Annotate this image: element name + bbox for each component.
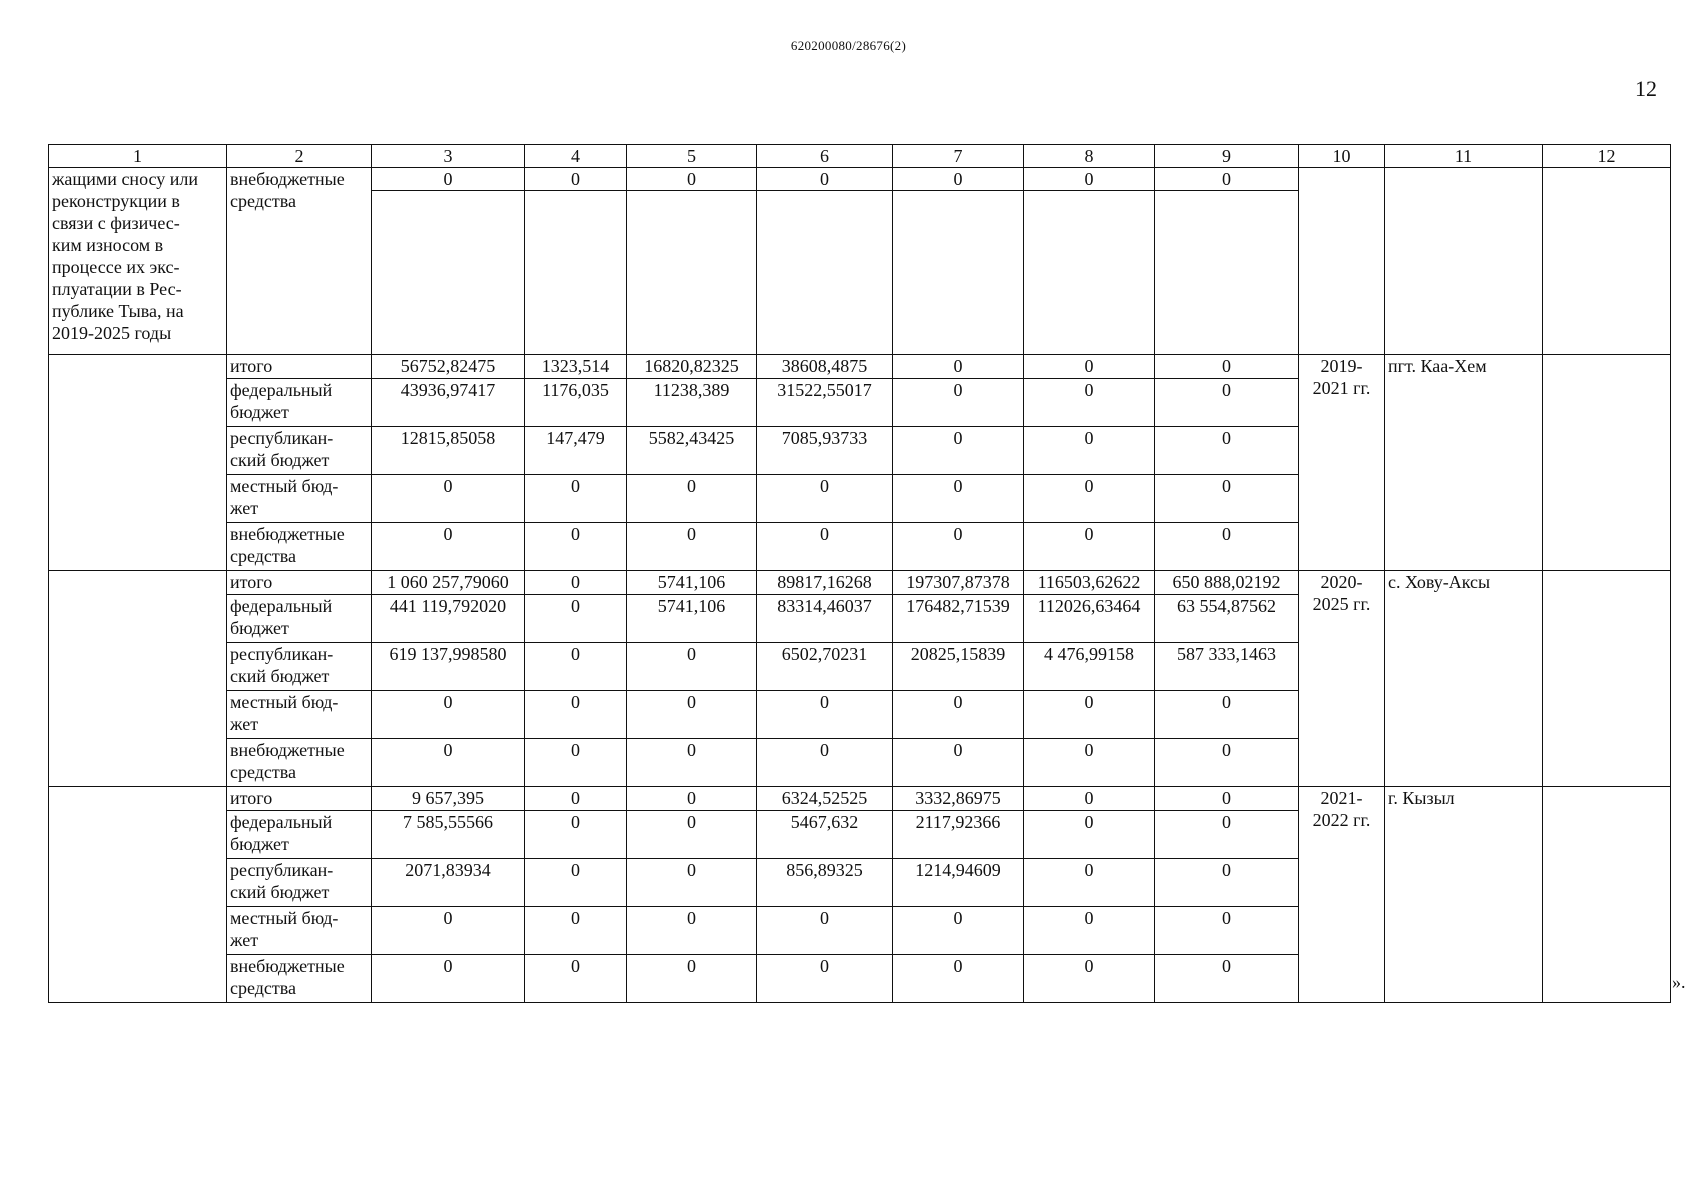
value-col-7: 20825,15839 (893, 643, 1024, 691)
value-col-8: 0 (1024, 168, 1155, 191)
value-col-7: 3332,86975 (893, 787, 1024, 811)
blank-cell (893, 191, 1024, 355)
value-col-7: 2117,92366 (893, 811, 1024, 859)
value-col-8: 0 (1024, 859, 1155, 907)
value-col-6: 6324,52525 (757, 787, 893, 811)
project-name-line: реконструкции в (52, 191, 180, 211)
value-col-5: 0 (627, 955, 757, 1003)
value-col-9: 0 (1155, 859, 1299, 907)
table-row (49, 355, 1671, 379)
column-number: 10 (1299, 145, 1385, 168)
funding-source-line: внебюджетные (230, 169, 345, 189)
value-col-6: 0 (757, 475, 893, 523)
value-col-4: 0 (525, 168, 627, 191)
value-col-9: 0 (1155, 955, 1299, 1003)
value-col-5: 0 (627, 691, 757, 739)
funding-source-line: ский бюджет (230, 450, 330, 470)
value-col-7: 0 (893, 355, 1024, 379)
value-col-8: 116503,62622 (1024, 571, 1155, 595)
value-col-4: 1176,035 (525, 379, 627, 427)
value-col-5: 16820,82325 (627, 355, 757, 379)
funding-source-line: республикан- (230, 860, 334, 880)
period-cell (1299, 355, 1385, 571)
value-col-8: 0 (1024, 427, 1155, 475)
value-col-4: 0 (525, 787, 627, 811)
project-name-line: плуатации в Рес- (52, 279, 182, 299)
project-name-line: связи с физичес- (52, 213, 180, 233)
table-row (49, 787, 1671, 811)
funding-source-label (227, 523, 372, 571)
funding-source-line: ский бюджет (230, 666, 330, 686)
value-col-7: 1214,94609 (893, 859, 1024, 907)
funding-source-label (227, 475, 372, 523)
blank-cell (1155, 191, 1299, 355)
value-col-6: 0 (757, 955, 893, 1003)
column-number: 4 (525, 145, 627, 168)
blank-cell (1543, 168, 1671, 355)
funding-source-label (227, 355, 372, 379)
table-row (49, 168, 1671, 191)
blank-cell (1024, 191, 1155, 355)
funding-source-line: бюджет (230, 618, 289, 638)
funding-source-line: федеральный (230, 596, 333, 616)
value-col-8: 112026,63464 (1024, 595, 1155, 643)
value-col-4: 0 (525, 643, 627, 691)
value-col-9: 0 (1155, 523, 1299, 571)
value-col-9: 0 (1155, 739, 1299, 787)
funding-source-line: федеральный (230, 380, 333, 400)
value-col-8: 0 (1024, 787, 1155, 811)
funding-source-label (227, 595, 372, 643)
funding-source-line: местный бюд- (230, 692, 339, 712)
value-col-5: 0 (627, 859, 757, 907)
blank-cell (627, 191, 757, 355)
column-number: 3 (372, 145, 525, 168)
value-col-4: 0 (525, 475, 627, 523)
funding-source-line: средства (230, 546, 297, 566)
value-col-3: 0 (372, 523, 525, 571)
blank-cell (1385, 168, 1543, 355)
value-col-7: 0 (893, 907, 1024, 955)
value-col-7: 0 (893, 379, 1024, 427)
value-col-9: 0 (1155, 475, 1299, 523)
funding-source-line: бюджет (230, 834, 289, 854)
value-col-9: 0 (1155, 811, 1299, 859)
project-name-line: 2019-2025 годы (52, 323, 172, 343)
value-col-7: 0 (893, 475, 1024, 523)
column-number: 1 (49, 145, 227, 168)
period-line: 2020- (1320, 572, 1363, 592)
value-col-6: 0 (757, 168, 893, 191)
value-col-9: 0 (1155, 427, 1299, 475)
value-col-8: 0 (1024, 475, 1155, 523)
value-col-6: 856,89325 (757, 859, 893, 907)
value-col-4: 0 (525, 811, 627, 859)
value-col-6: 38608,4875 (757, 355, 893, 379)
funding-source-line: средства (230, 762, 297, 782)
funding-source-line: средства (230, 978, 297, 998)
value-col-3: 2071,83934 (372, 859, 525, 907)
funding-source-label (227, 859, 372, 907)
funding-source-line: республикан- (230, 644, 334, 664)
value-col-5: 0 (627, 811, 757, 859)
funding-source-label (227, 571, 372, 595)
funding-source-label (227, 739, 372, 787)
column-number: 2 (227, 145, 372, 168)
funding-source-label (227, 955, 372, 1003)
value-col-8: 0 (1024, 811, 1155, 859)
value-col-7: 0 (893, 739, 1024, 787)
project-name-line: жащими сносу или (52, 169, 199, 189)
value-col-5: 11238,389 (627, 379, 757, 427)
funding-source-line: бюджет (230, 402, 289, 422)
value-col-9: 63 554,87562 (1155, 595, 1299, 643)
value-col-3: 0 (372, 907, 525, 955)
value-col-9: 0 (1155, 168, 1299, 191)
column-number-row (49, 145, 1671, 168)
blank-cell (1543, 355, 1671, 571)
value-col-5: 0 (627, 643, 757, 691)
value-col-3: 43936,97417 (372, 379, 525, 427)
value-col-8: 0 (1024, 907, 1155, 955)
value-col-8: 0 (1024, 523, 1155, 571)
value-col-7: 176482,71539 (893, 595, 1024, 643)
blank-project-cell (49, 787, 227, 1003)
blank-cell (1543, 571, 1671, 787)
value-col-4: 0 (525, 955, 627, 1003)
funding-source-label (227, 787, 372, 811)
value-col-6: 0 (757, 739, 893, 787)
value-col-3: 7 585,55566 (372, 811, 525, 859)
value-col-5: 5741,106 (627, 571, 757, 595)
value-col-3: 9 657,395 (372, 787, 525, 811)
value-col-7: 0 (893, 168, 1024, 191)
blank-project-cell (49, 355, 227, 571)
value-col-4: 0 (525, 907, 627, 955)
funding-source-line: ский бюджет (230, 882, 330, 902)
value-col-6: 0 (757, 691, 893, 739)
budget-table (48, 144, 1671, 1003)
column-number: 5 (627, 145, 757, 168)
value-col-6: 0 (757, 523, 893, 571)
value-col-3: 441 119,792020 (372, 595, 525, 643)
period-line: 2019- (1320, 356, 1363, 376)
value-col-9: 0 (1155, 787, 1299, 811)
value-col-3: 12815,85058 (372, 427, 525, 475)
funding-source-line: жет (230, 714, 259, 734)
column-number: 9 (1155, 145, 1299, 168)
value-col-3: 0 (372, 955, 525, 1003)
period-line: 2025 гг. (1312, 594, 1371, 614)
value-col-5: 0 (627, 475, 757, 523)
project-name-line: ким износом в (52, 235, 164, 255)
value-col-7: 0 (893, 427, 1024, 475)
document-id: 620200080/28676(2) (790, 38, 907, 53)
value-col-6: 31522,55017 (757, 379, 893, 427)
value-col-6: 6502,70231 (757, 643, 893, 691)
value-col-5: 0 (627, 739, 757, 787)
value-col-3: 0 (372, 691, 525, 739)
funding-source-label (227, 811, 372, 859)
blank-cell (525, 191, 627, 355)
closing-quote: ». (1672, 972, 1686, 992)
funding-source-line: средства (230, 191, 297, 211)
funding-source-label (227, 907, 372, 955)
value-col-8: 0 (1024, 355, 1155, 379)
location-cell: пгт. Каа-Хем (1385, 355, 1543, 571)
value-col-4: 0 (525, 571, 627, 595)
value-col-4: 147,479 (525, 427, 627, 475)
value-col-8: 0 (1024, 691, 1155, 739)
table-row (49, 571, 1671, 595)
project-name-line: процессе их экс- (52, 257, 180, 277)
funding-source-line: внебюджетные (230, 524, 345, 544)
funding-source-label (227, 643, 372, 691)
funding-source-label (227, 379, 372, 427)
funding-source-line: итого (230, 356, 273, 376)
value-col-5: 0 (627, 787, 757, 811)
value-col-4: 0 (525, 739, 627, 787)
value-col-4: 0 (525, 691, 627, 739)
value-col-9: 0 (1155, 907, 1299, 955)
blank-project-cell (49, 571, 227, 787)
funding-source-label (227, 427, 372, 475)
value-col-4: 0 (525, 595, 627, 643)
funding-source-line: внебюджетные (230, 740, 345, 760)
location-cell: г. Кызыл (1385, 787, 1543, 1003)
value-col-3: 619 137,998580 (372, 643, 525, 691)
value-col-5: 5582,43425 (627, 427, 757, 475)
value-col-5: 0 (627, 523, 757, 571)
value-col-4: 1323,514 (525, 355, 627, 379)
column-number: 11 (1385, 145, 1543, 168)
value-col-3: 0 (372, 475, 525, 523)
value-col-7: 0 (893, 691, 1024, 739)
funding-source-line: местный бюд- (230, 476, 339, 496)
funding-source-line: итого (230, 788, 273, 808)
column-number: 6 (757, 145, 893, 168)
blank-cell (372, 191, 525, 355)
value-col-7: 0 (893, 523, 1024, 571)
blank-cell (757, 191, 893, 355)
value-col-6: 83314,46037 (757, 595, 893, 643)
column-number: 7 (893, 145, 1024, 168)
value-col-6: 7085,93733 (757, 427, 893, 475)
funding-source-line: республикан- (230, 428, 334, 448)
project-name-line: публике Тыва, на (52, 301, 184, 321)
value-col-3: 1 060 257,79060 (372, 571, 525, 595)
period-line: 2022 гг. (1312, 810, 1371, 830)
blank-cell (1299, 168, 1385, 355)
project-name-cell (49, 168, 227, 355)
location-cell: с. Хову-Аксы (1385, 571, 1543, 787)
value-col-9: 0 (1155, 379, 1299, 427)
funding-source-label (227, 168, 372, 355)
funding-source-line: жет (230, 498, 259, 518)
funding-source-line: местный бюд- (230, 908, 339, 928)
funding-source-line: внебюджетные (230, 956, 345, 976)
funding-source-label (227, 691, 372, 739)
value-col-4: 0 (525, 859, 627, 907)
value-col-5: 0 (627, 168, 757, 191)
blank-cell (1543, 787, 1671, 1003)
period-line: 2021- (1320, 788, 1363, 808)
value-col-9: 0 (1155, 355, 1299, 379)
value-col-4: 0 (525, 523, 627, 571)
page-number: 12 (1635, 76, 1657, 101)
funding-source-line: жет (230, 930, 259, 950)
funding-source-line: федеральный (230, 812, 333, 832)
value-col-9: 0 (1155, 691, 1299, 739)
period-cell (1299, 787, 1385, 1003)
value-col-9: 650 888,02192 (1155, 571, 1299, 595)
value-col-3: 0 (372, 168, 525, 191)
column-number: 8 (1024, 145, 1155, 168)
value-col-6: 5467,632 (757, 811, 893, 859)
value-col-3: 0 (372, 739, 525, 787)
value-col-8: 0 (1024, 955, 1155, 1003)
value-col-9: 587 333,1463 (1155, 643, 1299, 691)
value-col-6: 89817,16268 (757, 571, 893, 595)
period-line: 2021 гг. (1312, 378, 1371, 398)
value-col-8: 0 (1024, 379, 1155, 427)
value-col-7: 0 (893, 955, 1024, 1003)
value-col-8: 4 476,99158 (1024, 643, 1155, 691)
value-col-5: 0 (627, 907, 757, 955)
value-col-7: 197307,87378 (893, 571, 1024, 595)
period-cell (1299, 571, 1385, 787)
funding-source-line: итого (230, 572, 273, 592)
value-col-5: 5741,106 (627, 595, 757, 643)
value-col-6: 0 (757, 907, 893, 955)
value-col-8: 0 (1024, 739, 1155, 787)
column-number: 12 (1543, 145, 1671, 168)
value-col-3: 56752,82475 (372, 355, 525, 379)
